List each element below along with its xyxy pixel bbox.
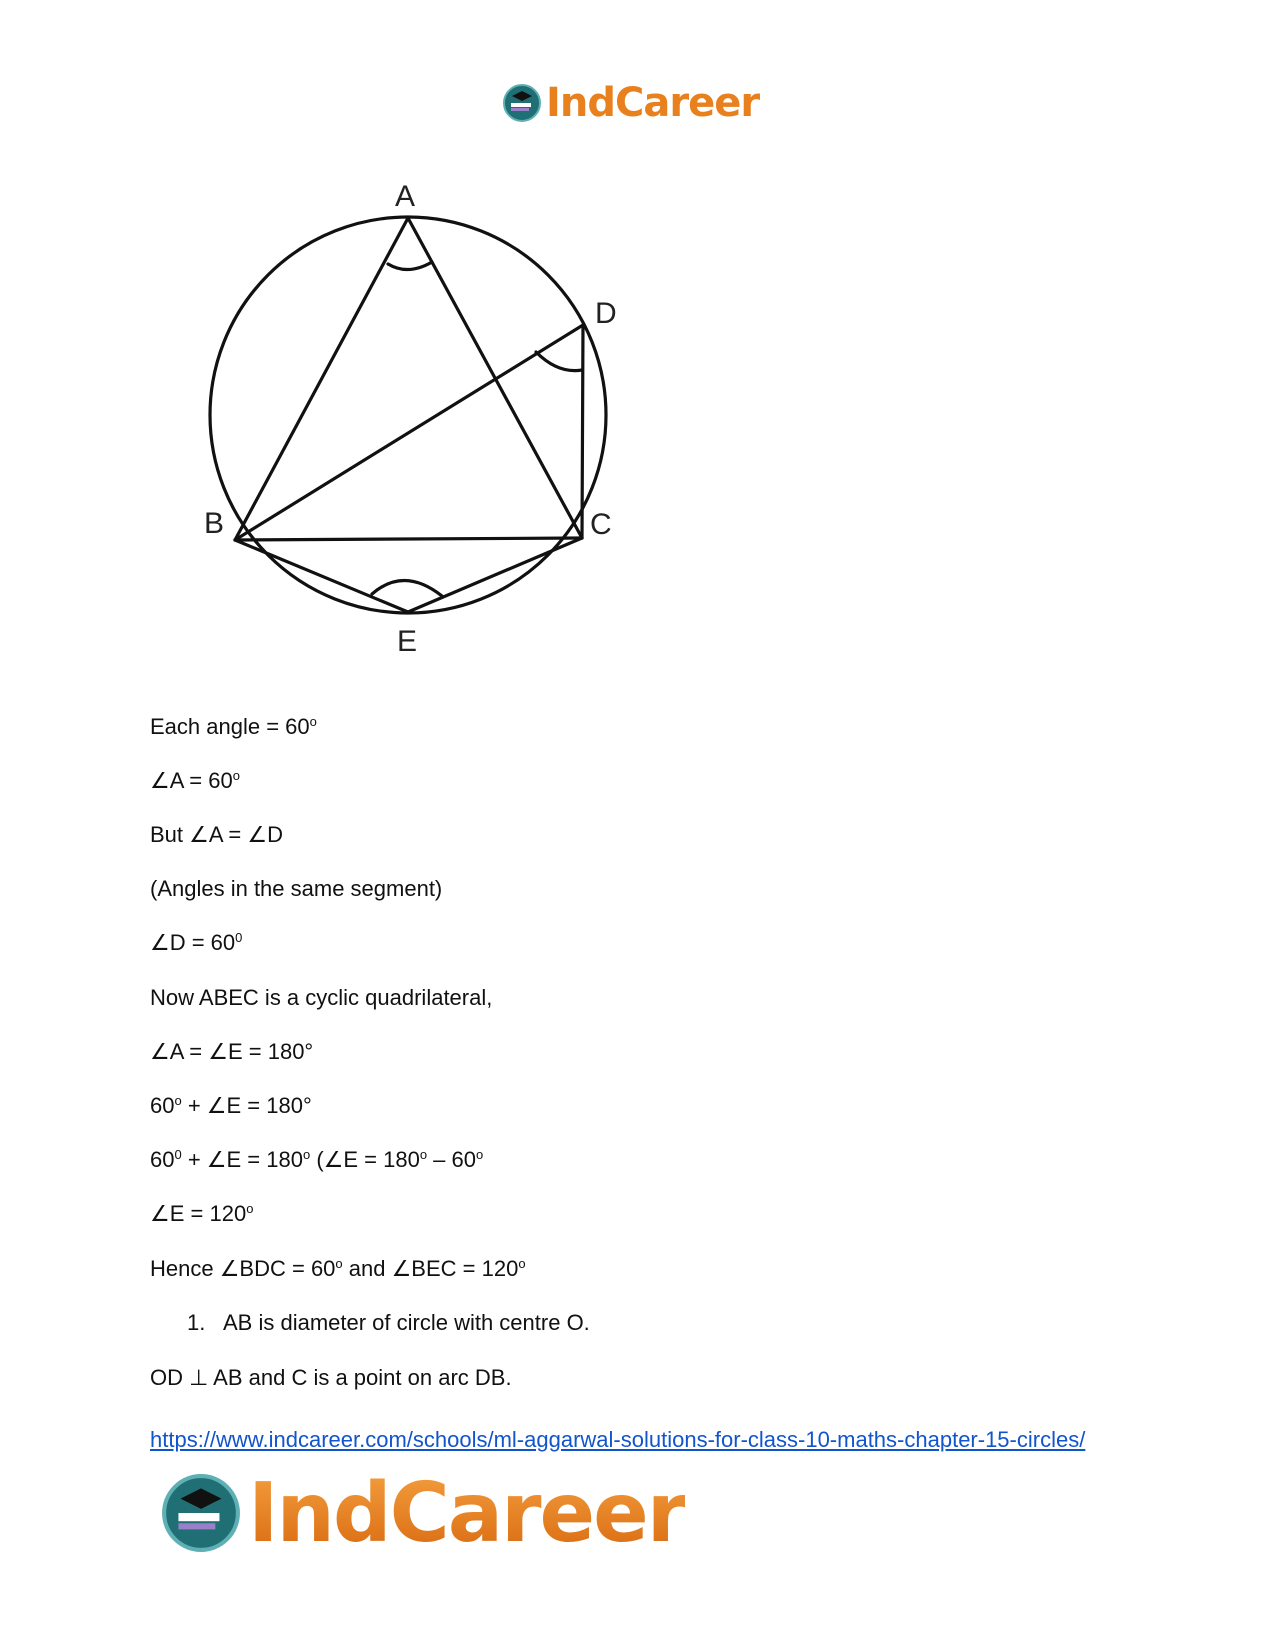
chord-ab <box>235 218 408 540</box>
list-item <box>187 1310 590 1336</box>
indcareer-globe-icon <box>502 83 542 123</box>
chapter-url-link[interactable]: https://www.indcareer.com/schools/ml-aggarwal-solutions-for-class-10-maths-chapter-15-circles/ <box>150 1427 1086 1452</box>
label-d: D <box>595 297 617 330</box>
indcareer-globe-icon <box>160 1472 242 1554</box>
label-e: E <box>397 625 418 658</box>
text-line-cyclic-quad: Now ABEC is a cyclic quadrilateral, <box>150 985 493 1010</box>
chord-be <box>235 540 408 612</box>
list-item-number: 1. <box>187 1310 206 1335</box>
label-a: A <box>395 180 416 213</box>
text-line-sixty-plus-e: $60^o$ + ∠E = 180° <box>150 1093 312 1118</box>
chord-dc <box>582 325 583 538</box>
angle-arc-d <box>536 352 582 371</box>
text-line-angle-sum: ∠A = ∠E = 180° <box>150 1039 314 1064</box>
label-c: C <box>590 508 612 541</box>
text-line-hence: Hence ∠BDC = $60^o$ and ∠BEC = $120^o$ <box>150 1256 526 1281</box>
header-logo-text: IndCareer <box>546 80 760 126</box>
text-line-each-angle: Each angle = $60^o$ <box>150 714 317 739</box>
header-logo <box>502 78 759 128</box>
footer-logo-text: IndCareer <box>248 1465 686 1561</box>
chord-bd <box>235 325 583 540</box>
text-line-same-segment: (Angles in the same segment) <box>150 876 443 901</box>
angle-arc-e <box>372 580 442 596</box>
text-line-od-perp: OD ⊥ AB and C is a point on arc DB. <box>150 1365 512 1390</box>
text-line-angle-a-equals-d: But ∠A = ∠D <box>150 822 283 847</box>
circle-diagram <box>150 170 670 670</box>
text-line-angle-e: ∠E = $120^o$ <box>150 1201 254 1226</box>
angle-arc-a <box>388 262 432 270</box>
text-line-angle-a: ∠A = $60^o$ <box>150 768 240 793</box>
label-b: B <box>204 507 225 540</box>
chord-ec <box>408 538 582 612</box>
text-line-angle-d: ∠D = $60^0$ <box>150 930 243 955</box>
text-line-solve-e: $60^0$ + ∠E = $180^o$ (∠E = $180^o - 60^o$ <box>150 1147 484 1172</box>
chord-bc <box>235 538 582 540</box>
list-item-text: AB is diameter of circle with centre O. <box>223 1310 590 1335</box>
footer-logo <box>160 1465 686 1561</box>
